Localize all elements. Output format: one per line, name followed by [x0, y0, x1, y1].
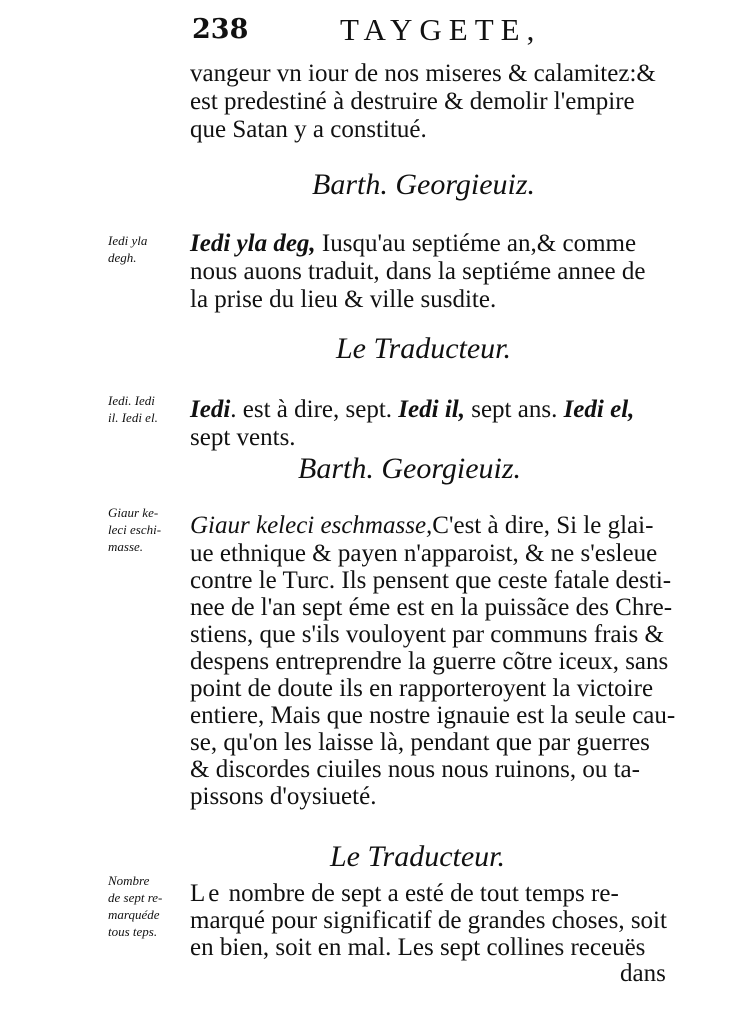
text-line: entiere, Mais que nostre ignauie est la seule cau-: [190, 702, 676, 729]
text-line: stiens, que s'ils vouloyent par communs frais &: [190, 621, 664, 648]
text-line: point de doute ils en rapporteroyent la victoire: [190, 675, 654, 702]
text-span: . est à dire, sept.: [230, 396, 399, 423]
section-heading: Barth. Georgieuiz.: [312, 168, 536, 201]
margin-note: [108, 232, 147, 266]
foreign-term: Iedi il,: [398, 396, 465, 423]
section-heading: Barth. Georgieuiz.: [298, 452, 522, 485]
text-line: contre le Turc. Ils pensent que ceste fatale desti-: [190, 567, 672, 594]
margin-note-line: tous teps.: [108, 924, 158, 939]
text-span: Iusqu'au septiéme an,& comme: [315, 230, 637, 257]
text-line: pissons d'oysiueté.: [190, 783, 377, 810]
margin-note-line: degh.: [108, 250, 137, 265]
text-span: sept ans.: [464, 396, 564, 423]
initial-capitals: Le: [190, 880, 223, 907]
text-line: que Satan y a constitué.: [190, 116, 427, 143]
text-line: sept vents.: [190, 424, 296, 451]
margin-note-line: Iedi yla: [108, 233, 148, 248]
foreign-term: Iedi: [190, 396, 231, 423]
text-line: nee de l'an sept éme est en la puissãce des Chre-: [190, 594, 673, 621]
text-line: en bien, soit en mal. Les sept collines receuës: [190, 934, 646, 961]
margin-note-line: Giaur ke-: [108, 505, 159, 520]
text-line: ue ethnique & payen n'apparoist, & ne s'esleue: [190, 540, 658, 567]
section-heading: Le Traducteur.: [330, 840, 506, 873]
text-line: & discordes ciuiles nous nous ruinons, ou ta-: [190, 756, 640, 783]
text-line: [190, 512, 653, 540]
margin-note-line: Nombre: [108, 873, 150, 888]
text-line: [190, 396, 634, 424]
text-line: est predestiné à destruire & demolir l'empire: [190, 88, 635, 115]
margin-note-line: il. Iedi el.: [108, 410, 158, 425]
running-title: TAYGETE,: [340, 12, 542, 47]
page-number: 238: [192, 14, 249, 45]
margin-note: [108, 504, 161, 555]
foreign-term: Iedi yla deg,: [190, 230, 316, 257]
margin-note-line: Iedi. Iedi: [108, 393, 155, 408]
margin-note-line: leci eschi-: [108, 522, 162, 537]
margin-note: [108, 872, 162, 940]
text-line: se, qu'on les laisse là, pendant que par guerres: [190, 729, 650, 756]
margin-note-line: de sept re-: [108, 890, 163, 905]
text-span: nombre de sept a esté de tout temps re-: [222, 880, 619, 907]
margin-note: [108, 392, 158, 426]
text-line: la prise du lieu & ville susdite.: [190, 286, 497, 313]
text-line: vangeur vn iour de nos miseres & calamitez:&: [190, 60, 656, 87]
text-line: [190, 230, 636, 258]
foreign-term: Giaur keleci eschmasse,: [190, 512, 433, 539]
text-span: C'est à dire, Si le glai-: [432, 512, 654, 539]
text-line: nous auons traduit, dans la septiéme annee de: [190, 258, 646, 285]
text-line: marqué pour significatif de grandes choses, soit: [190, 907, 667, 934]
catchword: dans: [620, 960, 666, 987]
text-line: [190, 880, 619, 908]
foreign-term: Iedi el,: [563, 396, 635, 423]
text-line: despens entreprendre la guerre cõtre iceux, sans: [190, 648, 669, 675]
section-heading: Le Traducteur.: [336, 332, 512, 365]
margin-note-line: marquéde: [108, 907, 160, 922]
margin-note-line: masse.: [108, 539, 144, 554]
